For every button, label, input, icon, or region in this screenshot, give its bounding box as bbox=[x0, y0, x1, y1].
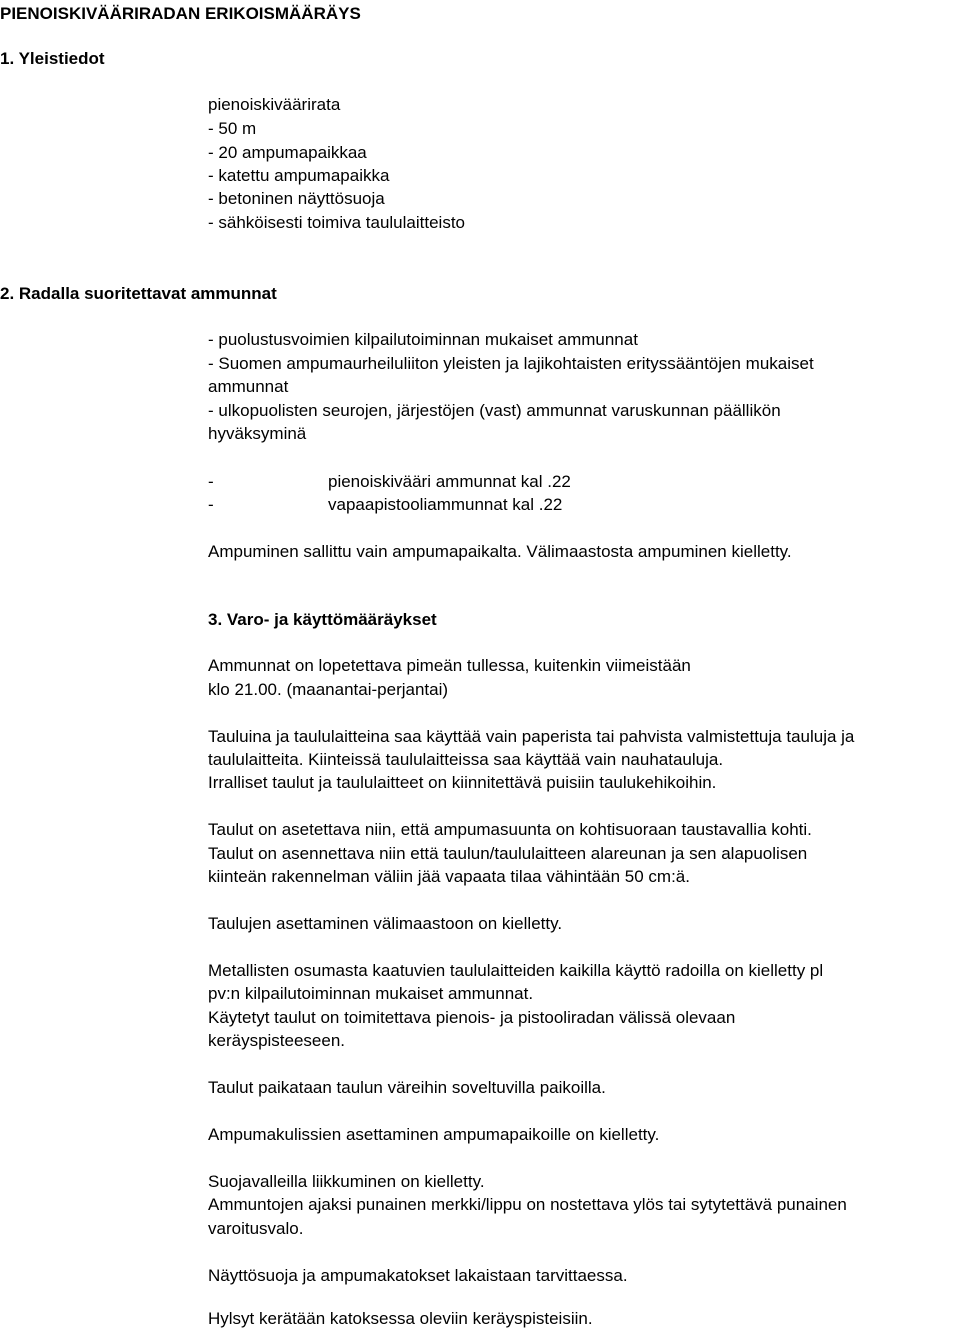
caliber-list-dash: - bbox=[208, 495, 214, 514]
safety-rule-line: Hylsyt kerätään katoksessa oleviin keräyspisteisiin. bbox=[208, 1309, 593, 1328]
safety-rule-line: Ampumakulissien asettaminen ampumapaikoille on kielletty. bbox=[208, 1125, 660, 1144]
shooting-types-line: - Suomen ampumaurheiluliiton yleisten ja lajikohtaisten erityssääntöjen mukaiset bbox=[208, 354, 814, 373]
shooting-types-line: - ulkopuolisten seurojen, järjestöjen (vast) ammunnat varuskunnan päällikön bbox=[208, 401, 781, 420]
caliber-list-item: pienoiskivääri ammunnat kal .22 bbox=[328, 472, 571, 491]
shooting-area-note: Ampuminen sallittu vain ampumapaikalta. Välimaastosta ampuminen kielletty. bbox=[208, 542, 792, 561]
safety-rule-line: Tauluina ja taululaitteina saa käyttää vain paperista tai pahvista valmistettuja tauluja ja bbox=[208, 727, 855, 746]
general-info-line: - betoninen näyttösuoja bbox=[208, 189, 385, 208]
safety-rule-line: Taulut on asennettava niin että taulun/taululaitteen alareunan ja sen alapuolisen bbox=[208, 844, 808, 863]
safety-rule-line: Taulut paikataan taulun väreihin soveltuvilla paikoilla. bbox=[208, 1078, 606, 1097]
general-info-line: pienoiskiväärirata bbox=[208, 95, 341, 114]
document-title: PIENOISKIVÄÄRIRADAN ERIKOISMÄÄRÄYS bbox=[0, 4, 361, 23]
safety-rule-line: Ammunnat on lopetettava pimeän tullessa, kuitenkin viimeistään bbox=[208, 656, 691, 675]
safety-rule-line: keräyspisteeseen. bbox=[208, 1031, 346, 1050]
general-info-line: - sähköisesti toimiva taululaitteisto bbox=[208, 213, 466, 232]
section-2-heading: 2. Radalla suoritettavat ammunnat bbox=[0, 284, 277, 303]
section-1-heading: 1. Yleistiedot bbox=[0, 49, 105, 68]
safety-rule-line: Käytetyt taulut on toimitettava pienois- ja pistooliradan välissä olevaan bbox=[208, 1008, 736, 1027]
safety-rule-line: klo 21.00. (maanantai-perjantai) bbox=[208, 680, 449, 699]
safety-rule-line: Metallisten osumasta kaatuvien taululaitteiden kaikilla käyttö radoilla on kielletty pl bbox=[208, 961, 824, 980]
caliber-list-item: vapaapistooliammunnat kal .22 bbox=[328, 495, 563, 514]
safety-rule-line: Ammuntojen ajaksi punainen merkki/lippu on nostettava ylös tai sytytettävä punainen bbox=[208, 1195, 847, 1214]
safety-rule-line: Taulut on asetettava niin, että ampumasuunta on kohtisuoraan taustavallia kohti. bbox=[208, 820, 812, 839]
shooting-types-line: hyväksyminä bbox=[208, 424, 307, 443]
shooting-types-line: ammunnat bbox=[208, 377, 289, 396]
safety-rule-line: pv:n kilpailutoiminnan mukaiset ammunnat. bbox=[208, 984, 534, 1003]
safety-rule-line: Taulujen asettaminen välimaastoon on kielletty. bbox=[208, 914, 563, 933]
safety-rule-line: taululaitteita. Kiinteissä taululaitteissa saa käyttää vain nauhatauluja. bbox=[208, 750, 724, 769]
safety-rule-line: Näyttösuoja ja ampumakatokset lakaistaan tarvittaessa. bbox=[208, 1266, 628, 1285]
caliber-list-dash: - bbox=[208, 472, 214, 491]
safety-rule-line: Irralliset taulut ja taululaitteet on kiinnitettävä puisiin taulukehikoihin. bbox=[208, 773, 717, 792]
shooting-types-line: - puolustusvoimien kilpailutoiminnan mukaiset ammunnat bbox=[208, 330, 638, 349]
safety-rule-line: varoitusvalo. bbox=[208, 1219, 304, 1238]
general-info-line: - 20 ampumapaikkaa bbox=[208, 143, 367, 162]
general-info-line: - 50 m bbox=[208, 119, 257, 138]
safety-rule-line: kiinteän rakennelman väliin jää vapaata tilaa vähintään 50 cm:ä. bbox=[208, 867, 690, 886]
general-info-line: - katettu ampumapaikka bbox=[208, 166, 390, 185]
section-3-heading: 3. Varo- ja käyttömääräykset bbox=[208, 610, 437, 629]
safety-rule-line: Suojavalleilla liikkuminen on kielletty. bbox=[208, 1172, 485, 1191]
